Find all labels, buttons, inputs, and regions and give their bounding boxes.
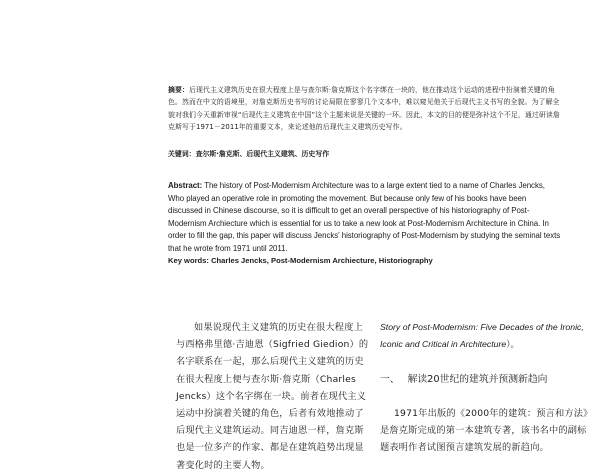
body-paragraph-section: 1971年出版的《2000年的建筑：预言和方法》是詹克斯完成的第一本建筑专著，该书名中的副标题表明作者试图预言建筑发展的新趋向。 [380,408,588,454]
english-abstract [168,180,562,256]
chinese-abstract-label: 摘要： [168,86,189,94]
english-keywords-label: Key words: [168,256,209,265]
chinese-keywords [168,148,564,158]
body-column-left [176,319,370,474]
section-heading [380,373,592,387]
section-number: 一、 [380,374,400,385]
chinese-keywords-label: 关键词： [168,150,196,158]
book-title-italic: Story of Post-Modernism: Five Decades of the Ironic, Iconic and Critical in Architecture [380,322,584,350]
body-paragraph-intro: 如果说现代主义建筑的历史在很大程度上与西格弗里德·吉迪恩（Sigfried Giedion）的名字联系在一起，那么后现代主义建筑的历史在很大程度上便与查尔斯·詹克斯（Charles Jencks）这个名字绑在一块。前者在现代主义运动中扮演着关键的角色，后者有效地推动了后现代主义建筑运动。同吉迪恩一样，詹克斯也是一位多产的作家、都是在建筑趋势出现显著变化时的主要人物。 [176,322,369,471]
chinese-keywords-text: 查尔斯·詹克斯、后现代主义建筑、历史写作 [195,150,330,158]
section-title: 解读20世纪的建筑并预测新趋向 [407,374,548,385]
chinese-abstract [168,84,564,133]
book-title-suffix: ）。 [506,339,520,350]
english-abstract-text: The history of Post-Modernism Architecture was to a large extent tied to a name of Charles Jencks, Who played an operative role in promoting the movement. But because only few of his books have been discussed in Chinese discourse, so it is difficult to get an overall perspective of his historiography of Post-Modernism Archiecture which is essential for us to take a new look at Post-Modernism Architecture in China. In order to fill the gap, this paper will discuss Jencks' historiography of Post-Modernism by studying the seminal texts that he wrote from 1971 until 2011. [168,181,561,253]
book-title-continuation [380,319,592,353]
english-keywords-text: Charles Jencks, Post-Modernism Archiecture, Historiography [211,256,433,265]
english-keywords [168,256,564,265]
body-column-right [380,405,592,457]
chinese-abstract-text: 后现代主义建筑历史在很大程度上是与查尔斯·詹克斯这个名字绑在一块的，他在推动这个运动的进程中扮演着关键的角色。然而在中文的语境里，对詹克斯历史书写的讨论局限在寥寥几个文本中，难以窥见他关于后现代主义书写的全貌。为了解全貌对我们今天重新审视“后现代主义建筑在中国”这个主题来说是关键的一环。因此，本文的目的便是弥补这个不足，通过研读詹克斯写于1971－2011年的重要文本，来论述他的后现代主义建筑历史写作。 [168,86,560,131]
english-abstract-label: Abstract: [168,181,203,190]
